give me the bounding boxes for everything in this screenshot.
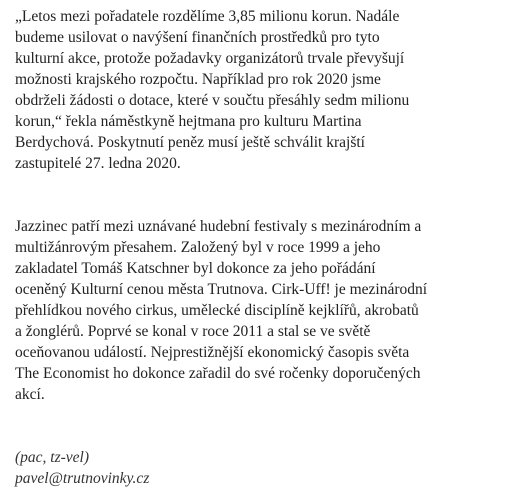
byline	[15, 447, 500, 489]
text-line: kulturní akce, protože požadavky organizátorů trvale převyšují	[15, 50, 405, 67]
text-line: a žonglérů. Poprvé se konal v roce 2011 a stal se ve světě	[15, 323, 371, 340]
paragraph-festivals	[15, 216, 500, 405]
text-line: oceněný Kulturní cenou města Trutnova. Cirk-Uff! je mezinárodní	[15, 281, 428, 298]
text-line: budeme usilovat o navýšení finančních prostředků pro tyto	[15, 29, 380, 46]
text-line: Berdychová. Poskytnutí peněz musí ještě schválit krajští	[15, 134, 365, 151]
paragraph-quote	[15, 6, 500, 174]
text-line: korun,“ řekla náměstkyně hejtmana pro kulturu Martina	[15, 113, 362, 130]
text-line: „Letos mezi pořadatele rozdělíme 3,85 milionu korun. Nadále	[15, 8, 400, 25]
text-line: obdrželi žádosti o dotace, které v součtu přesáhly sedm milionu	[15, 92, 410, 109]
text-line: možnosti krajského rozpočtu. Například pro rok 2020 jsme	[15, 71, 381, 88]
text-line: akcí.	[15, 386, 45, 403]
text-line: zastupitelé 27. ledna 2020.	[15, 155, 181, 172]
text-line: oceňovanou událostí. Nejprestižnější ekonomický časopis světa	[15, 344, 410, 361]
text-line: The Economist ho dokonce zařadil do své ročenky doporučených	[15, 365, 421, 382]
article-body	[15, 6, 500, 489]
text-line: multižánrovým přesahem. Založený byl v roce 1999 a jeho	[15, 239, 381, 256]
byline-email: pavel@trutnovinky.cz	[15, 470, 150, 487]
text-line: přehlídkou nového cirkus, umělecké disciplíně kejklířů, akrobatů	[15, 302, 419, 319]
text-line: zakladatel Tomáš Katschner byl dokonce za jeho pořádání	[15, 260, 376, 277]
byline-authors: (pac, tz-vel)	[15, 449, 90, 466]
text-line: Jazzinec patří mezi uznávané hudební festivaly s mezinárodním a	[15, 218, 422, 235]
